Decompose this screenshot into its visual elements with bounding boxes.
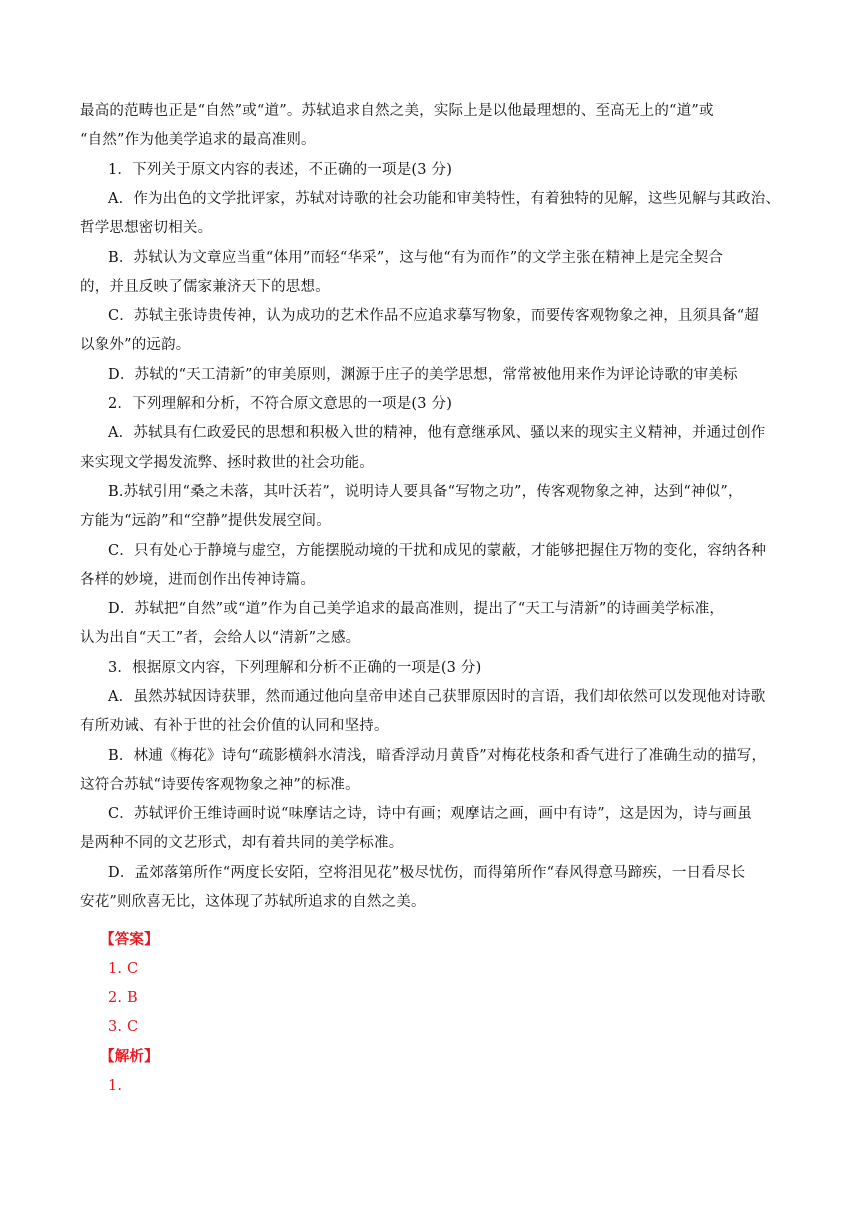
question-3-option-b-cont: 这符合苏轼“诗要传客观物象之神”的标准。: [80, 777, 360, 793]
question-1-option-d: D．苏轼的“天工清新”的审美原则，渊源于庄子的美学思想，常常被他用来作为评论诗歌的审美标: [108, 367, 738, 383]
question-3-option-c: C．苏轼评价王维诗画时说“味摩诘之诗，诗中有画；观摩诘之画，画中有诗”，这是因为，诗与画虽: [108, 806, 752, 822]
question-1-option-c: C．苏轼主张诗贵传神，认为成功的艺术作品不应追求摹写物象，而要传客观物象之神，且须具备“超: [108, 308, 760, 324]
analysis-heading: 【解析】: [100, 1048, 159, 1065]
question-3-option-d-cont: 安花”则欣喜无比，这体现了苏轼所追求的自然之美。: [80, 894, 426, 910]
question-1-option-b-cont: 的，并且反映了儒家兼济天下的思想。: [80, 279, 330, 295]
paragraph-line: “自然”作为他美学追求的最高准则。: [80, 132, 316, 148]
question-3-option-b: B．林逋《梅花》诗句“疏影横斜水清浅，暗香浮动月黄昏”对梅花枝条和香气进行了准确生动的描写，: [108, 748, 767, 764]
analysis-item: 1.: [108, 1078, 123, 1094]
answer-item: 3. C: [108, 1019, 139, 1035]
answer-item: 1. C: [108, 961, 139, 977]
answer-heading: 【答案】: [100, 931, 159, 948]
question-3-option-c-cont: 是两种不同的文艺形式，却有着共同的美学标准。: [80, 835, 404, 851]
question-1-option-c-cont: 以象外”的远韵。: [80, 337, 191, 353]
question-3-option-a: A．虽然苏轼因诗获罪，然而通过他向皇帝申述自己获罪原因时的言语，我们却依然可以发现他对诗歌: [108, 689, 766, 705]
question-2-option-c: C．只有处心于静境与虚空，方能摆脱动境的干扰和成见的蒙蔽，才能够把握住万物的变化，容纳各种: [108, 543, 767, 559]
question-1-stem: 1．下列关于原文内容的表述，不正确的一项是(3 分): [108, 162, 453, 178]
question-3-stem: 3．根据原文内容，下列理解和分析不正确的一项是(3 分): [108, 660, 482, 676]
answer-item: 2. B: [108, 990, 138, 1006]
question-1-option-a: A．作为出色的文学批评家，苏轼对诗歌的社会功能和审美特性，有着独特的见解，这些见解与其政治、: [108, 191, 781, 207]
question-2-stem: 2．下列理解和分析，不符合原文意思的一项是(3 分): [108, 396, 453, 412]
question-2-option-d: D．苏轼把“自然”或“道”作为自己美学追求的最高准则，提出了“天工与清新”的诗画美学标准，: [108, 601, 725, 617]
question-2-option-d-cont: 认为出自“天工”者，会给人以“清新”之感。: [80, 630, 361, 646]
question-1-option-b: B．苏轼认为文章应当重“体用”而轻“华采”，这与他“有为而作”的文学主张在精神上是完全契合: [108, 250, 724, 266]
question-2-option-b: B.苏轼引用“桑之未落，其叶沃若”，说明诗人要具备“写物之功”，传客观物象之神，达到“神似”，: [108, 484, 743, 500]
paragraph-line: 最高的范畴也正是“自然”或“道”。苏轼追求自然之美，实际上是以他最理想的、至高无上的“道”或: [80, 103, 714, 119]
question-2-option-a: A．苏轼具有仁政爱民的思想和积极入世的精神，他有意继承风、骚以来的现实主义精神，并通过创作: [108, 425, 766, 441]
question-3-option-d: D．孟郊落第所作“两度长安陌，空将泪见花”极尽忧伤，而得第所作“春风得意马蹄疾，一日看尽长: [108, 865, 746, 881]
question-3-option-a-cont: 有所劝诫、有补于世的社会价值的认同和坚持。: [80, 718, 389, 734]
question-1-option-a-cont: 哲学思想密切相关。: [80, 220, 213, 236]
question-2-option-b-cont: 方能为“远韵”和“空静”提供发展空间。: [80, 513, 331, 529]
question-2-option-a-cont: 来实现文学揭发流弊、拯时救世的社会功能。: [80, 455, 374, 471]
question-2-option-c-cont: 各样的妙境，进而创作出传神诗篇。: [80, 572, 316, 588]
